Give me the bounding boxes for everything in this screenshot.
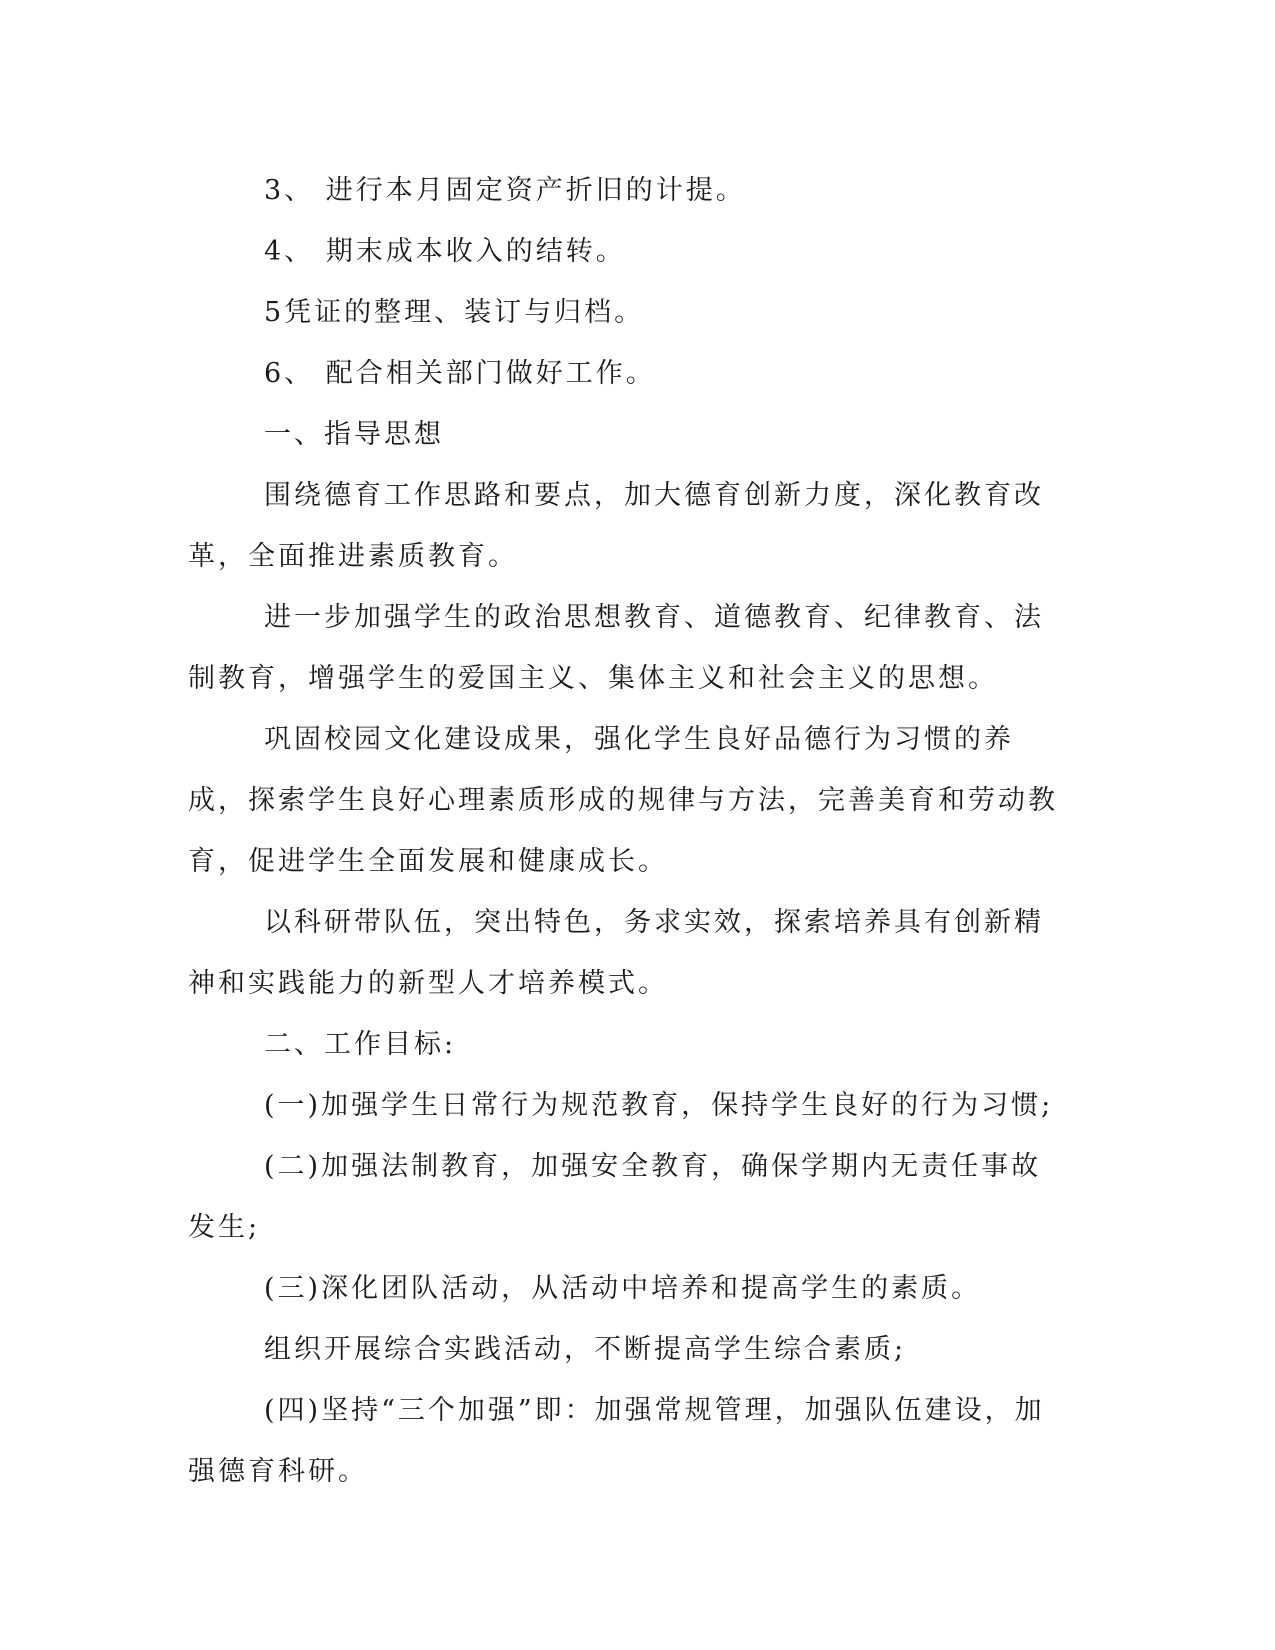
paragraph-item-5: 5凭证的整理、装订与归档。 bbox=[264, 297, 645, 328]
goal-item-3: (三)深化团队活动，从活动中培养和提高学生的素质。 bbox=[264, 1273, 982, 1304]
paragraph-guiding-2: 进一步加强学生的政治思想教育、道德教育、纪律教育、法制教育，增强学生的爱国主义、集体主义和社会主义的思想。 bbox=[188, 602, 1044, 694]
paragraph-guiding-1: 围绕德育工作思路和要点，加大德育创新力度，深化教育改革，全面推进素质教育。 bbox=[188, 480, 1044, 572]
paragraph-item-6: 6、 配合相关部门做好工作。 bbox=[264, 358, 656, 389]
goal-item-3-continued: 组织开展综合实践活动，不断提高学生综合素质; bbox=[264, 1334, 907, 1365]
goal-item-1: (一)加强学生日常行为规范教育，保持学生良好的行为习惯; bbox=[264, 1090, 1054, 1121]
paragraph-guiding-4: 以科研带队伍，突出特色，务求实效，探索培养具有创新精神和实践能力的新型人才培养模式。 bbox=[188, 907, 1044, 999]
paragraph-item-4: 4、 期末成本收入的结转。 bbox=[264, 236, 626, 267]
section-heading-work-goals: 二、工作目标: bbox=[264, 1029, 457, 1060]
section-heading-guiding-thought: 一、指导思想 bbox=[264, 419, 444, 450]
document-body bbox=[188, 160, 1068, 1502]
paragraph-item-3: 3、 进行本月固定资产折旧的计提。 bbox=[264, 175, 746, 206]
goal-item-2: (二)加强法制教育，加强安全教育，确保学期内无责任事故发生; bbox=[188, 1151, 1042, 1243]
paragraph-guiding-3: 巩固校园文化建设成果，强化学生良好品德行为习惯的养成，探索学生良好心理素质形成的规律与方法，完善美育和劳动教育，促进学生全面发展和健康成长。 bbox=[188, 724, 1058, 877]
goal-item-4: (四)坚持“三个加强”即：加强常规管理，加强队伍建设，加强德育科研。 bbox=[188, 1395, 1045, 1487]
